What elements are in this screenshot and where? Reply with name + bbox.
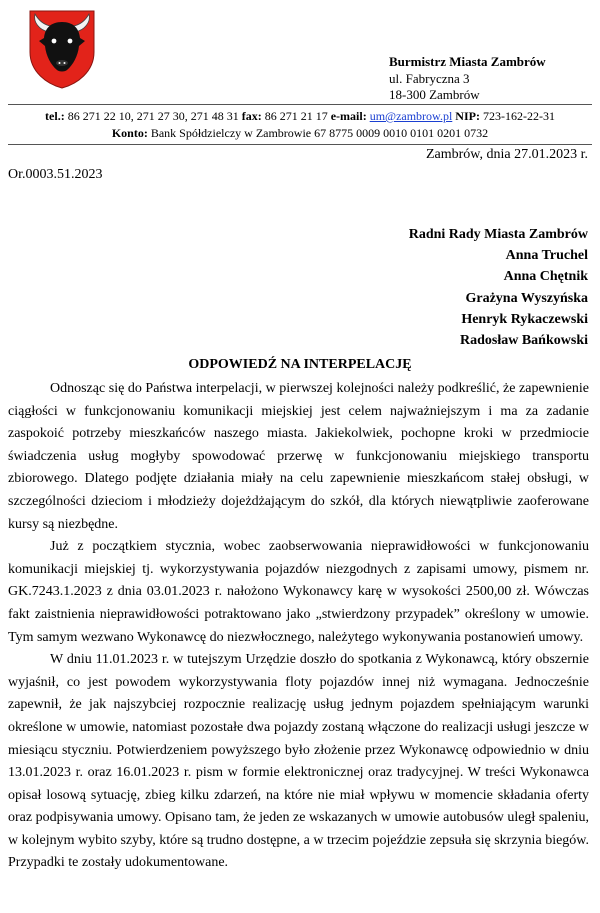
recipient-line: Radni Rady Miasta Zambrów bbox=[408, 227, 588, 242]
recipient-line: Anna Chętnik bbox=[503, 269, 588, 285]
recipient-line: Grażyna Wyszyńska bbox=[465, 290, 588, 306]
bank-value: Bank Spółdzielczy w Zambrowie 67 8775 0009 0010 0101 0201 0732 bbox=[150, 126, 489, 140]
recipient-line: Anna Truchel bbox=[505, 248, 588, 264]
email-label: e-mail: bbox=[330, 109, 367, 123]
body-paragraph: W dniu 11.01.2023 r. w tutejszym Urzędzie doszło do spotkania z Wykonawcą, który obszernie wyjaśnił, co jest powodem wykorzystywania floty pojazdów innej niż wymagana. Jednocześnie zapewnił, że jak najszybciej rozpocznie realizację usług jednym pojazdem spełniającym warunki określone w umowie, natomiast pozostałe dwa pojazdy zostaną włączone do realizacji usługi jeszcze w miesiącu styczniu. Potwierdzeniem powyższego było złożenie przez Wykonawcę odpowiednio w dniu 13.01.2023 r. oraz 16.01.2023 r. pism w formie elektronicznej oraz tradycyjnej. W treści Wykonawca opisał losową sytuację, zbieg kilku zdarzeń, na które nie miał wpływu w momencie składania oferty oraz podpisywania umowy. Opisano tam, że jeden ze wskazanych w umowie autobusów uległ spaleniu, w kolejnym wybito szyby, które są trudno dostępne, a w trzecim pojeździe zepsuła się skrzynia biegów. Przypadki te zostały udokumentowane. bbox=[8, 652, 589, 871]
letter-date: Zambrów, dnia 27.01.2023 r. bbox=[425, 147, 588, 162]
sender-name: Burmistrz Miasta Zambrów bbox=[389, 54, 546, 69]
bank-label: Konto: bbox=[111, 126, 148, 140]
recipients-block bbox=[409, 224, 588, 351]
letter-title: ODPOWIEDŹ NA INTERPELACJĘ bbox=[188, 357, 412, 372]
sender-block bbox=[389, 54, 546, 104]
body-paragraph: Odnosząc się do Państwa interpelacji, w pierwszej kolejności należy podkreślić, że zapewnienie ciągłości w funkcjonowaniu komunikacji miejskiej jest celem najważniejszym i ma za zadanie zaspokoić potrzeby mieszkańców naszego miasta. Jakiekolwiek, pochopne kroki w przedmiocie świadczenia usług mogłyby spowodować przerwę w funkcjonowaniu miejskiego transportu zbiorowego. Dlatego podjęte działania miały na celu zapewnienie mieszkańcom stałej obsługi, w szczególności dzieciom i młodzieży dojeżdżającym do szkół, dla których niewątpliwie zaoferowane kursy są niezbędne. bbox=[8, 381, 589, 532]
fax-label: fax: bbox=[241, 109, 262, 123]
header-rule-bottom bbox=[8, 144, 592, 145]
letter-reference: Or.0003.51.2023 bbox=[8, 167, 103, 182]
sender-city: 18-300 Zambrów bbox=[389, 87, 480, 102]
nip-label: NIP: bbox=[455, 109, 480, 123]
email-link[interactable]: um@zambrow.pl bbox=[369, 109, 453, 123]
sender-street: ul. Fabryczna 3 bbox=[389, 70, 470, 86]
bank-line bbox=[0, 125, 600, 142]
recipient-line: Henryk Rykaczewski bbox=[461, 311, 588, 327]
tel-value: 86 271 22 10, 271 27 30, 271 48 31 bbox=[67, 109, 239, 123]
recipient-line: Radosław Bańkowski bbox=[460, 333, 588, 349]
crest-icon bbox=[27, 8, 97, 90]
contact-block bbox=[0, 108, 600, 142]
nip-value: 723-162-22-31 bbox=[482, 109, 555, 123]
tel-label: tel.: bbox=[45, 109, 65, 123]
header-rule-top bbox=[8, 104, 592, 105]
contact-line bbox=[0, 108, 600, 125]
body-paragraph: Już z początkiem stycznia, wobec zaobserwowania nieprawidłowości w funkcjonowaniu komunikacji miejskiej tj. wykorzystywania pojazdów niezgodnych z zapisami umowy, pismem nr. GK.7243.1.2023 z dnia 03.01.2023 r. nałożono Wykonawcy karę w wysokości 2500,00 zł. Wówczas fakt zaistnienia nieprawidłowości potraktowano jako „stwierdzony przypadek” określony w umowie. Tym samym wezwano Wykonawcę do niezwłocznego, należytego wykonywania postanowień umowy. bbox=[8, 539, 589, 645]
fax-value: 86 271 21 17 bbox=[264, 109, 328, 123]
letter-body bbox=[8, 378, 589, 875]
